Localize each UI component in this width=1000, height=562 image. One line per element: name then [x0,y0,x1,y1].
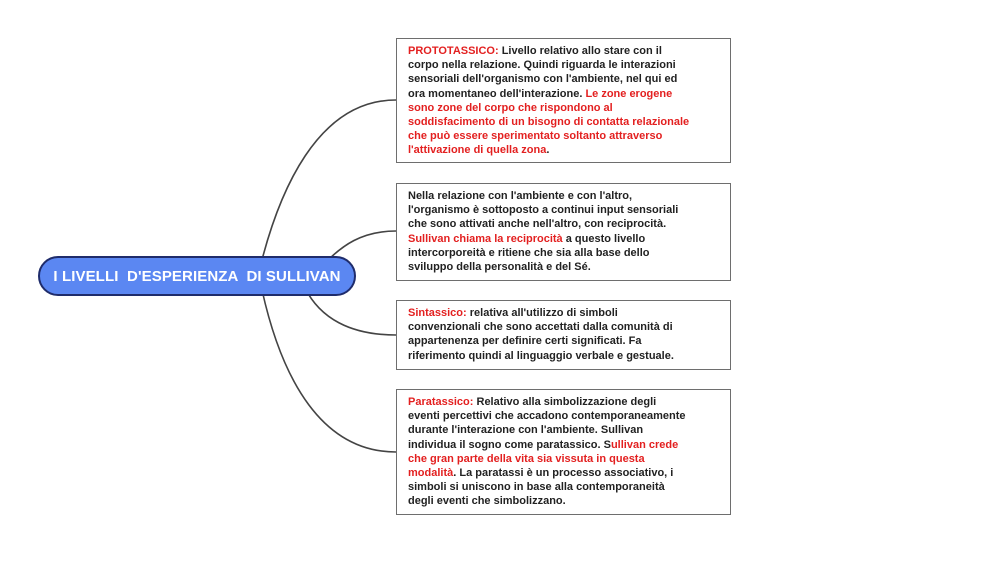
highlighted-text: soddisfacimento di un bisogno di contatta relazionale [408,116,690,129]
highlighted-text: PROTOTASSICO: [408,45,499,57]
node-text-line [408,260,719,274]
highlighted-text: modalità [408,467,454,480]
node-text-line [408,423,719,437]
central-topic[interactable]: I LIVELLI D'ESPERIENZA DI SULLIVAN [38,256,356,296]
node-text-line [408,438,719,452]
body-text: corpo nella relazione. Quindi riguarda le interazioni [408,59,676,72]
node-text-line [408,334,719,348]
node-text-line [408,203,719,217]
node-reciprocita[interactable] [396,183,731,281]
node-text-line [408,87,719,101]
body-text: Livello relativo allo stare con il [498,45,662,57]
body-text: . [546,144,550,157]
node-text-line [408,306,719,320]
body-text: convenzionali che sono accettati dalla comunità di [408,321,673,334]
node-text-line [408,72,719,86]
body-text: l'organismo è sottoposto a continui input sensoriali [408,204,679,217]
highlighted-text: ullivan crede [610,438,679,451]
node-text-line [408,395,719,409]
node-text-line [408,480,719,494]
node-text-line [408,115,719,129]
body-text: Nella relazione con l'ambiente e con l'altro, [408,190,633,202]
body-text: degli eventi che simbolizzano. [408,495,566,508]
node-text-line [408,217,719,231]
node-text-line [408,246,719,260]
body-text: intercorporeità e ritiene che sia alla base dello [408,246,650,259]
highlighted-text: Paratassico: [408,396,474,408]
node-text-line [408,143,719,157]
node-text-line [408,232,719,246]
body-text: sviluppo della personalità e del Sé. [408,261,591,274]
body-text: relativa all'utilizzo di simboli [466,307,618,319]
node-text-line [408,452,719,466]
node-prototassico[interactable] [396,38,731,163]
body-text: a questo livello [562,232,646,245]
node-text-line [408,58,719,72]
highlighted-text: l'attivazione di quella zona [408,144,547,157]
node-text-line [408,466,719,480]
highlighted-text: che gran parte della vita sia vissuta in questa [408,452,645,465]
node-text-line [408,494,719,508]
body-text: eventi percettivi che accadono contemporaneamente [408,410,686,423]
highlighted-text: che può essere sperimentato soltanto attraverso [408,130,663,143]
connector-prototassico [258,100,396,276]
highlighted-text: sono zone del corpo che rispondono al [408,101,613,114]
body-text: simboli si uniscono in base alla contemporaneità [408,481,665,494]
connector-paratassico [262,290,396,452]
body-text: individua il sogno come paratassico. S [408,438,611,451]
node-text-line [408,129,719,143]
body-text: . La paratassi è un processo associativo, i [453,467,674,480]
body-text: appartenenza per definire certi significati. Fa [408,335,642,348]
node-text-line [408,320,719,334]
node-text-line [408,189,719,203]
body-text: riferimento quindi al linguaggio verbale e gestuale. [408,349,674,362]
node-text-line [408,349,719,363]
node-sintassico[interactable] [396,300,731,370]
highlighted-text: Sintassico: [408,307,467,319]
node-text-line [408,44,719,58]
body-text: durante l'interazione con l'ambiente. Sullivan [408,424,644,437]
highlighted-text: Sullivan chiama la reciprocità [408,232,563,245]
node-text-line [408,101,719,115]
body-text: Relativo alla simbolizzazione degli [473,396,657,408]
body-text: sensoriali dell'organismo con l'ambiente, nel qui ed [408,73,678,86]
node-text-line [408,409,719,423]
highlighted-text: Le zone erogene [585,87,673,100]
body-text: che sono attivati anche nell'altro, con reciprocità. [408,218,667,231]
body-text: ora momentaneo dell'interazione. [408,87,586,100]
node-paratassico[interactable] [396,389,731,515]
